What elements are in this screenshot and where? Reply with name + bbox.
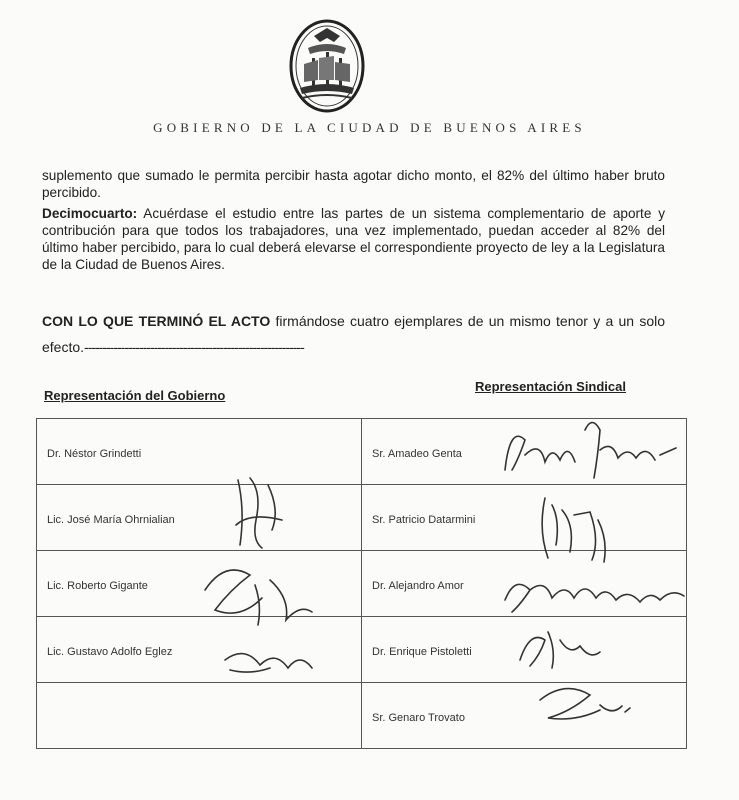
closing-dashes: ------------------------------------------------------------: [84, 339, 304, 355]
signature-row: [37, 485, 687, 551]
clause-text: Acuérdase el estudio entre las partes de un sistema complementario de aporte y contribución para que todos los trabajadores, una vez implementado, puedan acceder al 82% del último haber percibido, para lo cual deberá elevarse el correspondiente proyecto de ley a la Legislatura de la Ciudad de Buenos Aires.: [42, 206, 665, 272]
city-seal-icon: [288, 18, 366, 114]
signature-table: [36, 418, 687, 749]
signature-cell-gov: [37, 485, 362, 551]
signature-cell-sind: [362, 617, 687, 683]
signatory-name: Sr. Patricio Datarmini: [372, 513, 476, 526]
closing-text: firmándose cuatro ejemplares de un mismo tenor y a un solo efecto.: [42, 313, 665, 355]
signature-cell-gov: [37, 683, 362, 749]
signatory-name: Sr. Genaro Trovato: [372, 711, 465, 724]
signature-row: [37, 419, 687, 485]
signatory-name: Lic. Gustavo Adolfo Eglez: [47, 645, 173, 658]
signatory-name: Sr. Amadeo Genta: [372, 447, 462, 460]
signature-row: [37, 617, 687, 683]
paragraph-supplement: suplemento que sumado le permita percibir hasta agotar dicho monto, el 82% del último haber bruto percibido.: [42, 168, 665, 200]
signature-cell-gov: [37, 617, 362, 683]
clause-label: Decimocuarto:: [42, 206, 138, 221]
government-header: GOBIERNO DE LA CIUDAD DE BUENOS AIRES: [153, 120, 586, 135]
signature-row: [37, 551, 687, 617]
signature-cell-sind: [362, 683, 687, 749]
closing-lead: CON LO QUE TERMINÓ EL ACTO: [42, 313, 271, 329]
signature-cell-gov: [37, 419, 362, 485]
union-representation-heading: Representación Sindical: [475, 379, 626, 394]
signatory-name: Lic. Roberto Gigante: [47, 579, 148, 592]
paragraph-decimocuarto: [42, 205, 665, 273]
signatory-name: Lic. José María Ohrnialian: [47, 513, 175, 526]
signature-cell-sind: [362, 485, 687, 551]
paragraph-closing: [42, 308, 665, 360]
signatory-name: Dr. Alejandro Amor: [372, 579, 464, 592]
gov-representation-heading: Representación del Gobierno: [44, 388, 226, 403]
signature-cell-sind: [362, 419, 687, 485]
signatory-name: Dr. Enrique Pistoletti: [372, 645, 472, 658]
signatory-name: Dr. Néstor Grindetti: [47, 447, 142, 460]
signature-row: [37, 683, 687, 749]
signature-cell-sind: [362, 551, 687, 617]
signature-cell-gov: [37, 551, 362, 617]
